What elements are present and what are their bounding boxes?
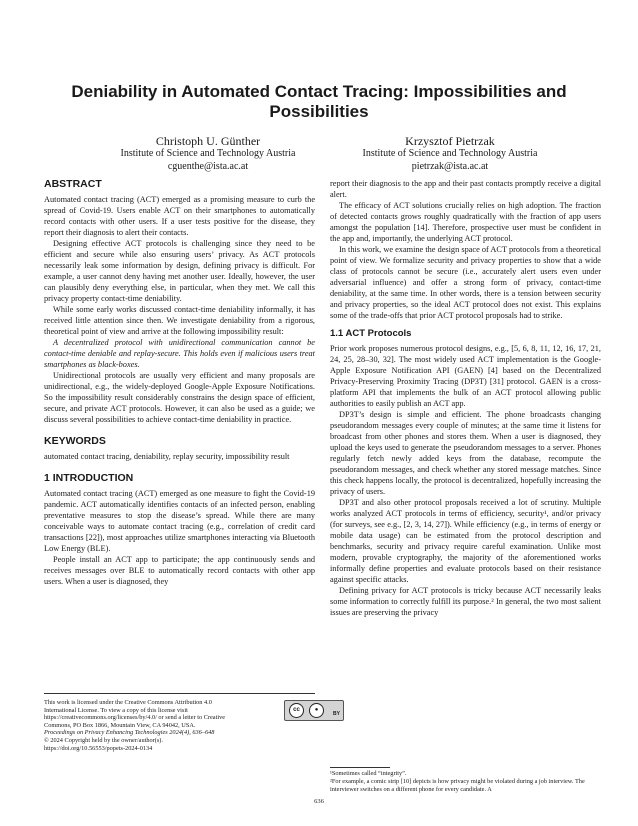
doi-link[interactable]: https://doi.org/10.56553/popets-2024-0134 xyxy=(44,744,153,752)
proceedings-line: Proceedings on Privacy Enhancing Technologies 2024(4), 636–648 xyxy=(44,729,215,737)
keywords-text: automated contact tracing, deniability, replay security, impossibility result xyxy=(44,452,290,461)
intro-paragraph: Automated contact tracing (ACT) emerged as one measure to fight the Covid-19 pandemic. ACT automatically identifies contacts of an infected person, enabling preventative measures to stop the disease’s spread. While there are many conceivable ways to automate contact tracing (e.g., correlation of credit card transactions [22]), most approaches utilize smartphones interacting via Bluetooth Low Energy (BLE). xyxy=(44,489,315,553)
license-box xyxy=(44,693,340,752)
footnote-1: ¹Sometimes called “integrity”. xyxy=(330,770,407,777)
author-affiliation: Institute of Science and Technology Austria xyxy=(120,148,296,159)
abstract-heading: ABSTRACT xyxy=(44,178,102,190)
by-label: BY xyxy=(333,711,340,718)
author-email: pietrzak@ista.ac.at xyxy=(411,160,489,172)
author-name: Christoph U. Günther xyxy=(155,134,261,148)
author-block-1 xyxy=(88,134,328,173)
footnote-2: ²For example, a comic strip [10] depicts is how privacy might be violated during a job interview. The interviewer switches on a different phone for every candidate. A xyxy=(330,778,585,793)
impossibility-statement: A decentralized protocol with unidirectional communication cannot be contact-time deniable and replay-secure. This holds even if malicious users treat smartphones as black-boxes. xyxy=(44,338,315,369)
abstract-paragraph: Designing effective ACT protocols is challenging since they need to be efficient and secure while also ensuring users’ privacy. As ACT protocols necessarily leak some information by design, defining privacy is difficult. For example, a user cannot deny having met another user. Ideally, however, the user can plausibly deny everything else, in particular, when they met. We call this privacy property contact-time deniability. xyxy=(44,239,315,303)
intro-paragraph: People install an ACT app to participate; the app continuously sends and receives messages over BLE to automatically record contacts with other app users. When a user is diagnosed, they xyxy=(44,555,315,586)
body-paragraph: DP3T’s design is simple and efficient. The phone broadcasts changing pseudorandom messages every couple of minutes; at the same time it listens for broadcast from other phones and stores them. When a user is diagnosed, they upload the keys used to generate the pseudorandom messages to a server. Phones regularly fetch newly added keys from the database, recompute the pseudorandom messages, and check whether any stored message matches. Since this check happens locally, the protocol is decentralized, hopefully increasing the privacy of users. xyxy=(330,410,601,496)
paper-title: Deniability in Automated Contact Tracing: Impossibilities and Possibilities xyxy=(71,82,567,121)
author-affiliation: Institute of Science and Technology Austria xyxy=(362,148,538,159)
cc-icon: cc xyxy=(289,703,304,718)
footnote-rule xyxy=(330,767,390,768)
body-paragraph: DP3T and also other protocol proposals received a lot of scrutiny. Multiple works analyzed ACT protocols in terms of efficiency, security¹, and/or privacy (for surveys, see e.g., [2, 3, 14, 27]). While efficiency (e.g., in terms of energy or mobile data usage) can be estimated from the protocol description and benchmarks, security and privacy require careful examination. Unlike most modern, provable cryptography, the majority of the aforementioned works informally define properties and evaluate protocols based on their resistance against specific attacks. xyxy=(330,498,601,584)
license-text: This work is licensed under the Creative Commons Attribution 4.0 International License. To view a copy of this license visit https://creativecommons.org/licenses/by/4.0/ or send a letter to Creative Commons, PO Box 1866, Mountain View, CA 94042, USA. xyxy=(44,699,226,729)
person-icon: ● xyxy=(309,703,324,718)
body-paragraph: Defining privacy for ACT protocols is tricky because ACT necessarily leaks some information to correctly fulfill its purpose.² In general, the two most salient issues are preserving the privacy xyxy=(330,586,601,617)
abstract-paragraph: While some early works discussed contact-time deniability informally, it has received little attention since then. We investigate deniability from a rigorous, theoretical point of view and arrive at the following impossibility result: xyxy=(44,305,315,336)
keywords-heading: KEYWORDS xyxy=(44,435,106,447)
author-email: cguenthe@ista.ac.at xyxy=(167,160,249,172)
author-block-2 xyxy=(330,134,570,173)
body-paragraph: Prior work proposes numerous protocol designs, e.g., [5, 6, 8, 11, 12, 16, 17, 21, 24, 25, 28–30, 32]. The most widely used ACT implementation is the Google-Apple Exposure Notification API (GAEN) [4] based on the Decentralized Privacy-Preserving Proximity Tracing (DP3T) [31] protocol. GAEN is a cross-platform API that implements the bulk of an ACT protocol allowing public authorities to easily publish an ACT app. xyxy=(330,344,601,408)
cc-by-badge-icon xyxy=(284,700,344,721)
abstract-paragraph: Unidirectional protocols are usually very efficient and many proposals are unidirectional, e.g., the widely-deployed Google-Apple Exposure Notifications. So the impossibility result considerably constrains the design space of efficient, secure, and private ACT protocols. However, it can also be used as a guide; we discuss several possibilities to achieve contact-time deniability in practice. xyxy=(44,371,315,424)
page-number: 636 xyxy=(314,798,324,805)
introduction-heading: 1 INTRODUCTION xyxy=(44,472,134,484)
right-column xyxy=(330,178,601,618)
body-paragraph: report their diagnosis to the app and their past contacts promptly receive a digital alert. xyxy=(330,179,601,199)
subsection-heading: 1.1 ACT Protocols xyxy=(330,328,412,339)
author-name: Krzysztof Pietrzak xyxy=(405,134,495,148)
copyright-line: © 2024 Copyright held by the owner/author(s). xyxy=(44,736,163,744)
left-column xyxy=(44,178,315,587)
body-paragraph: In this work, we examine the design space of ACT protocols from a theoretical point of view. We formalize security and privacy properties to show that a wide class of protocols cannot be secure (i.e., accurately alert users even under adversarial influence) and offer a strong form of privacy, contact-time deniability, at the same time. In other words, there is a tension between security and privacy properties, so the ideal ACT protocol does not exist. This explains some of the trade-offs that prior ACT protocol proposals had to strike. xyxy=(330,245,601,320)
body-paragraph: The efficacy of ACT solutions crucially relies on high adoption. The fraction of detected contacts grows roughly quadratically with the fraction of app users amongst the population [14]. Therefore, prospective user must be confident in the app and, importantly, the underlying ACT protocol. xyxy=(330,201,601,243)
abstract-paragraph: Automated contact tracing (ACT) emerged as a promising measure to curb the spread of Covid-19. Users enable ACT on their smartphones to automatically record contacts with other users. If a user tests positive for the disease, they report their diagnosis to alert their contacts. xyxy=(44,195,315,237)
